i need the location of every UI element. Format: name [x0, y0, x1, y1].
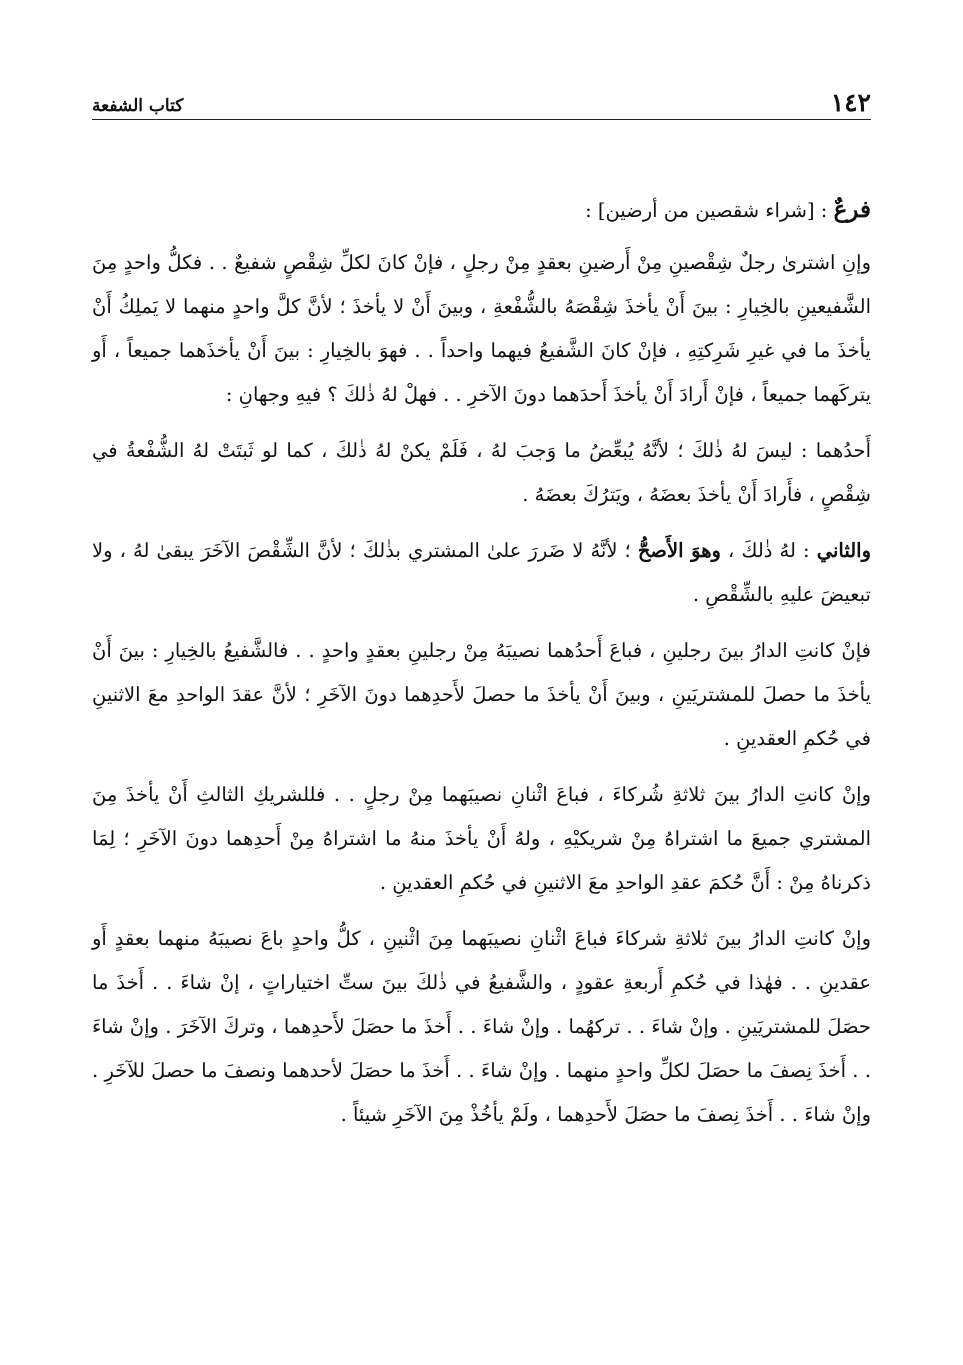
paragraph-3-rest: ؛ لأنَّهُ لا ضَررَ علىٰ المشتري بذٰلكَ ؛ لأنَّ الشِّقْصَ الآخَرَ يبقىٰ لهُ ، ولا تبعيضَ عليهِ بالشِّقْصِ .: [92, 539, 871, 606]
paragraph-6: وإنْ كانتِ الدارُ بينَ ثلاثةِ شركاءَ فباعَ اثْنانِ نصيبَهما مِنَ اثْنينِ ، كلُّ واحدٍ باعَ نصيبَهُ منهما بعقدٍ أَو عقدينِ . . فهٰذا في حُكمِ أَربعةِ عقودٍ ، والشَّفيعُ في ذٰلكَ بينَ ستِّ اختياراتٍ ، إنْ شاءَ . . أَخذَ ما حصَلَ للمشتريَينِ . وإنْ شاءَ . . تركهُما . وإنْ شاءَ . . أَخذَ ما حصَلَ لأَحدِهما ، وتركَ الآخَرَ . وإنْ شاءَ . . أَخذَ نِصفَ ما حصَلَ لكلِّ واحدٍ منهما . وإنْ شاءَ . . أَخذَ ما حصَلَ لأحدهما ونصفَ ما حصلَ للآخَرِ . وإنْ شاءَ . . أَخذَ نِصفَ ما حصَلَ لأَحدِهما ، ولَمْ يأخُذْ مِنَ الآخَرِ شيئاً .: [92, 927, 871, 1126]
section-heading: [92, 188, 871, 233]
section-label: فرعٌ: [833, 196, 871, 223]
paragraph-3-middle: : لهُ ذٰلكَ ،: [720, 539, 817, 562]
running-title: كتاب الشفعة: [92, 96, 184, 116]
paragraph-1: وإنِ اشترىٰ رجلٌ شِقْصينِ مِنْ أَرضينِ بعقدٍ مِنْ رجلٍ ، فإنْ كانَ لكلِّ شِقْصٍ شفيعٌ . . فكلُّ واحدٍ مِنَ الشَّفيعينِ بالخِيارِ : بينَ أَنْ يأخذَ شِقْصَهُ بالشُّفْعةِ ، وبينَ أَنْ لا يأخذَ ؛ لأنَّ كلَّ واحدٍ منهما لا يَملِكُ أَنْ يأخذَ ما في غيرِ شَرِكتِهِ ، فإنْ كانَ الشَّفيعُ فيهما واحداً . . فهوَ بالخِيارِ : بينَ أَنْ يأخذَهما جميعاً ، أَو يتركَهما جميعاً ، فإنْ أَرادَ أَنْ يأخذَ أَحدَهما دونَ الآخرِ . . فهلْ لهُ ذٰلكَ ؟ فيهِ وجهانِ :: [92, 251, 871, 406]
section-title: : [شراء شقصين من أرضين] :: [585, 199, 828, 222]
page-header: [92, 84, 871, 120]
page-number: ١٤٢: [830, 88, 871, 117]
paragraph-3-bold: وهوَ الأَصحُّ: [637, 539, 721, 562]
paragraph-2: أَحدُهما : ليسَ لهُ ذٰلكَ ؛ لأنَّهُ يُبعِّضُ ما وَجبَ لهُ ، فَلَمْ يكنْ لهُ ذٰلكَ ، كما لو ثَبتَتْ لهُ الشُّفْعةُ في شِقْصٍ ، فأَرادَ أَنْ يأخذَ بعضَهُ ، ويَترُكَ بعضَهُ .: [92, 439, 871, 506]
paragraph-3: [92, 529, 871, 617]
paragraph-5: وإنْ كانتِ الدارُ بينَ ثلاثةِ شُركاءَ ، فباعَ اثْنانِ نصيبَهما مِنْ رجلٍ . . فللشريكِ الثالثِ أَنْ يأخذَ مِنَ المشتري جميعَ ما اشتراهُ مِنْ شريكيْهِ ، ولهُ أَنْ يأخذَ منهُ ما اشتراهُ مِنْ أَحدِهما دونَ الآخَرِ ؛ لِمَا ذكرناهُ مِنْ : أَنَّ حُكمَ عقدِ الواحدِ معَ الاثنينِ في حُكمِ العقدينِ .: [92, 783, 871, 894]
paragraph-4: فإنْ كانتِ الدارُ بينَ رجلينِ ، فباعَ أَحدُهما نصيبَهُ مِنْ رجلينِ بعقدٍ واحدٍ . . فالشَّفيعُ بالخِيارِ : بينَ أَنْ يأخذَ ما حصلَ للمشتريَينِ ، وبينَ أَنْ يأخذَ ما حصلَ لأَحدِهما دونَ الآخَرِ ؛ لأنَّ عقدَ الواحدِ معَ الاثنينِ في حُكمِ العقدينِ .: [92, 639, 871, 750]
page-body: [92, 188, 871, 1149]
paragraph-3-lead: والثاني: [816, 539, 871, 562]
